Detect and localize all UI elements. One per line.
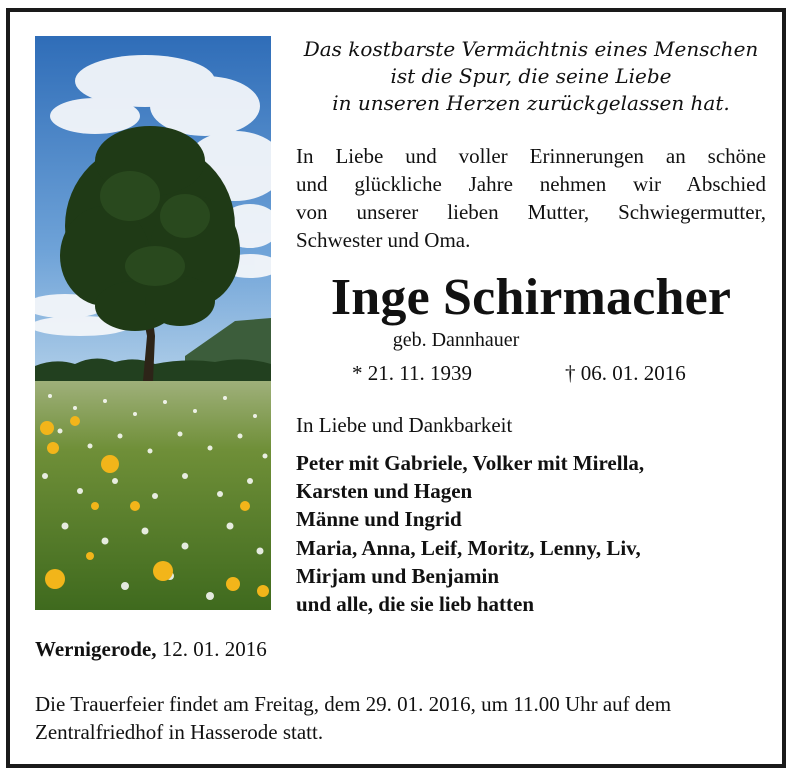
place-and-date — [35, 636, 267, 662]
motto-verse — [286, 36, 776, 117]
photo-illustration — [35, 36, 271, 610]
intro-line: In Liebe und voller Erinnerungen an schöne — [296, 144, 766, 168]
tree-meadow-photo — [35, 36, 271, 610]
maiden-name: geb. Dannhauer — [392, 329, 520, 351]
mourner-line: Mirjam und Benjamin — [296, 563, 500, 588]
funeral-line: Zentralfriedhof in Hasserode statt. — [35, 720, 324, 744]
funeral-line: Die Trauerfeier findet am Freitag, dem 29. 01. 2016, um 11.00 Uhr auf dem — [35, 692, 672, 716]
notice-date: 12. 01. 2016 — [161, 637, 267, 661]
mourner-line: Maria, Anna, Leif, Moritz, Lenny, Liv, — [296, 535, 641, 560]
mourner-line: und alle, die sie lieb hatten — [296, 592, 535, 617]
mourner-line: Männe und Ingrid — [296, 507, 462, 532]
motto-line: Das kostbarste Vermächtnis eines Menschen — [303, 37, 759, 61]
farewell-intro — [296, 142, 766, 254]
mourner-line: Karsten und Hagen — [296, 479, 473, 504]
deceased-name: Inge Schirmacher — [330, 269, 732, 326]
mourners-list — [296, 449, 644, 618]
place: Wernigerode, — [35, 637, 157, 661]
motto-line: in unseren Herzen zurückgelassen hat. — [332, 91, 730, 115]
intro-line: Schwester und Oma. — [296, 228, 471, 252]
funeral-info — [35, 690, 775, 746]
mourner-line: Peter mit Gabriele, Volker mit Mirella, — [296, 451, 645, 475]
gratitude-line: In Liebe und Dankbarkeit — [296, 413, 513, 437]
intro-line: von unserer lieben Mutter, Schwiegermutter, — [296, 200, 766, 224]
death-date: † 06. 01. 2016 — [565, 361, 686, 385]
motto-line: ist die Spur, die seine Liebe — [390, 64, 672, 88]
birth-date: * 21. 11. 1939 — [352, 361, 472, 385]
intro-line: und glückliche Jahre nehmen wir Abschied — [296, 172, 766, 196]
